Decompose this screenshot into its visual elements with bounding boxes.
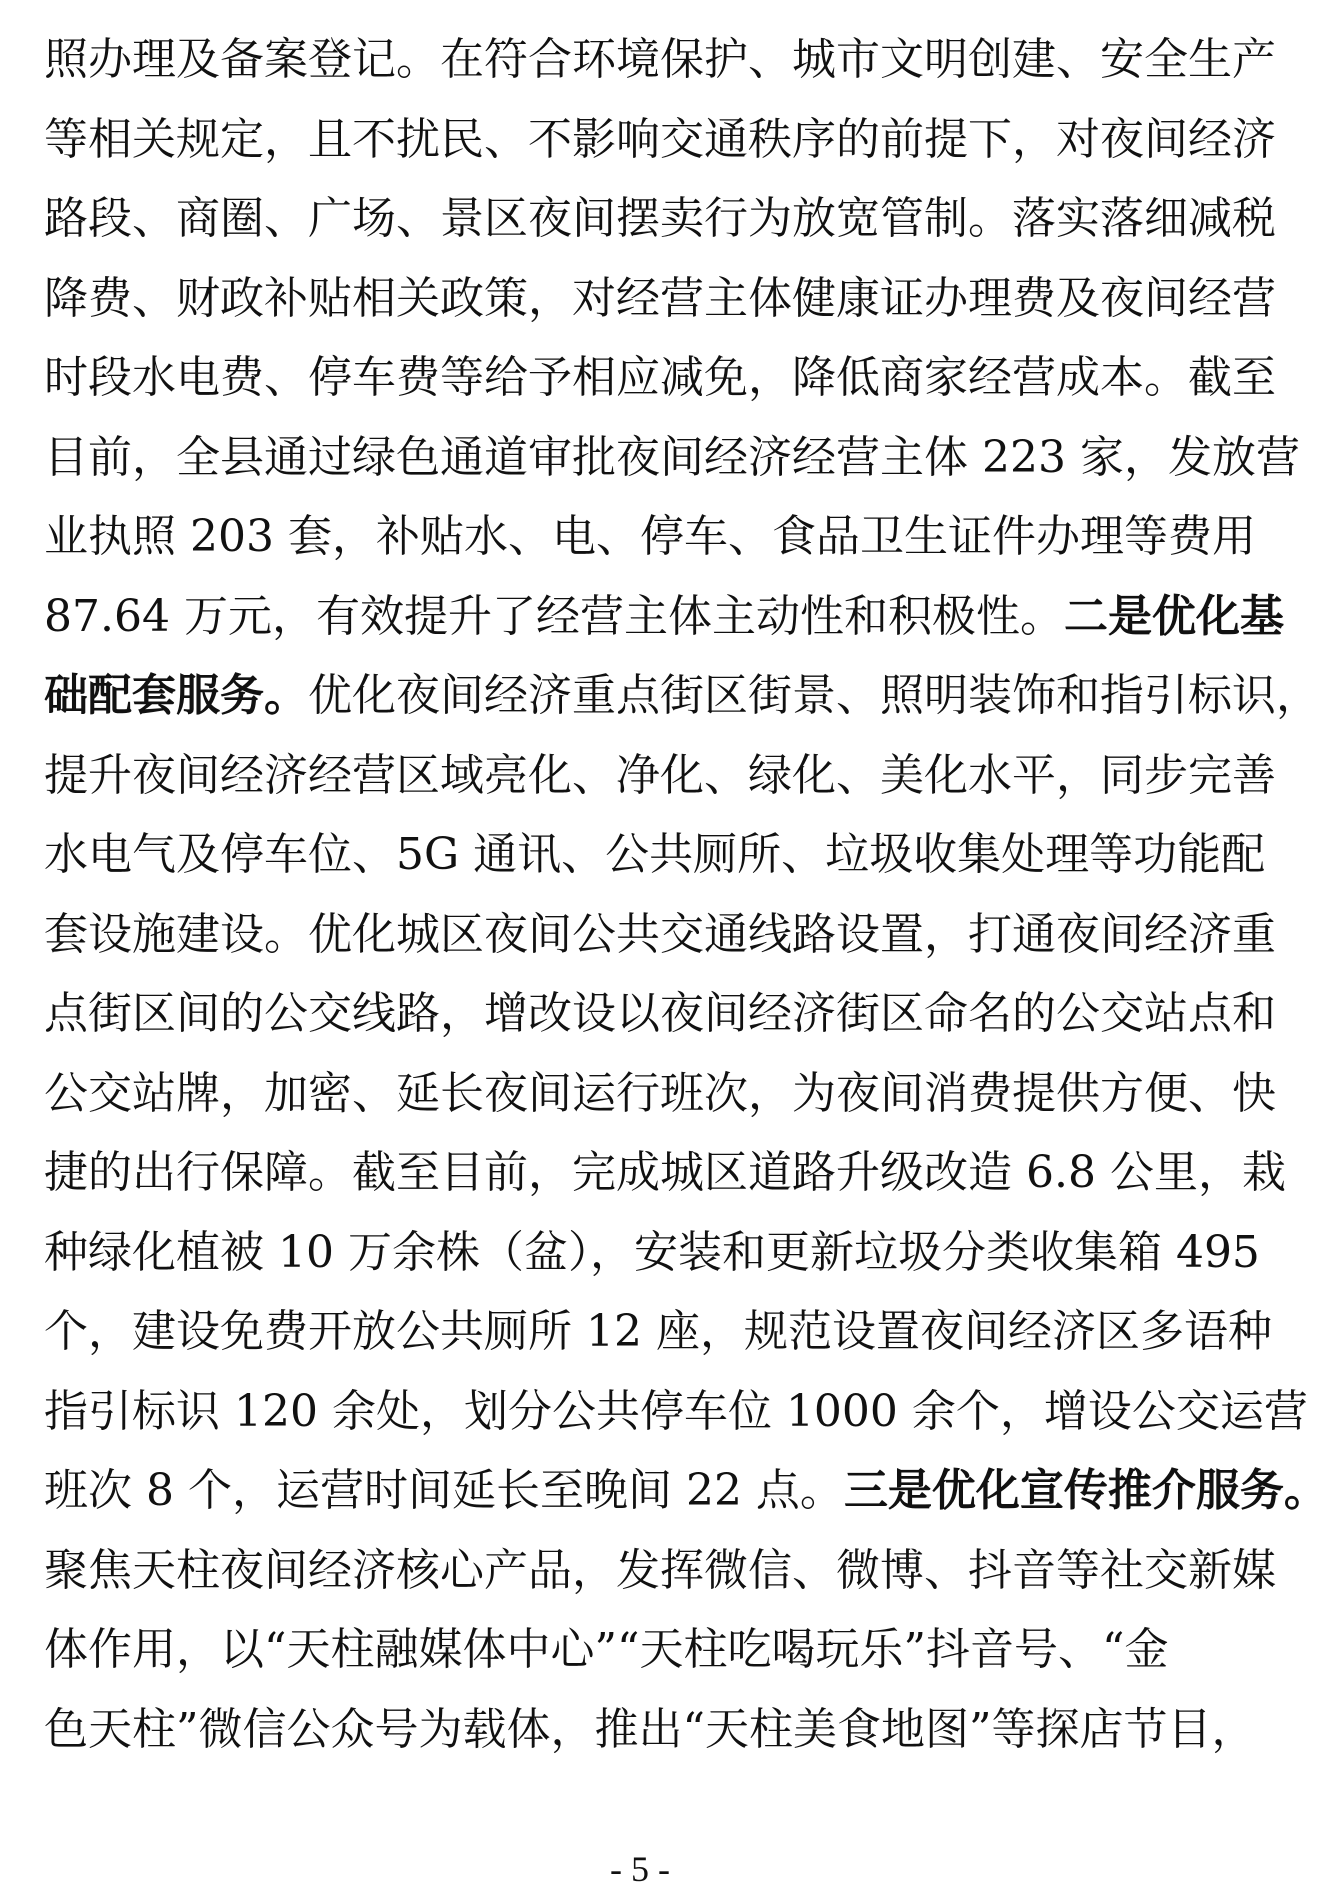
text-line: 点街区间的公交线路，增改设以夜间经济街区命名的公交站点和 [44, 988, 1276, 1039]
text-line: 业执照 203 套，补贴水、电、停车、食品卫生证件办理等费用 [44, 511, 1256, 562]
text-line: 公交站牌，加密、延长夜间运行班次，为夜间消费提供方便、快 [44, 1067, 1276, 1119]
bold-heading-run: 三是优化宣传推介服务。 [843, 1465, 1328, 1516]
text-line: 体作用，以“天柱融媒体中心”“天柱吃喝玩乐”抖音号、“金 [44, 1624, 1169, 1675]
text-line [44, 577, 1284, 657]
text-line: 捷的出行保障。截至目前，完成城区道路升级改造 6.8 公里，栽 [44, 1147, 1286, 1198]
body-text [44, 20, 1328, 1769]
text-line: 目前，全县通过绿色通道审批夜间经济经营主体 223 家，发放营 [44, 431, 1300, 483]
text-line: 路段、商圈、广场、景区夜间摆卖行为放宽管制。落实落细减税 [44, 193, 1276, 244]
text-line: 降费、财政补贴相关政策，对经营主体健康证办理费及夜间经营 [44, 272, 1276, 324]
text-line [44, 1451, 1328, 1531]
text-run: 优化夜间经济重点街区街景、照明装饰和指引标识， [308, 670, 1320, 721]
text-line: 照办理及备案登记。在符合环境保护、城市文明创建、安全生产 [44, 34, 1276, 85]
text-line: 套设施建设。优化城区夜间公共交通线路设置，打通夜间经济重 [44, 908, 1276, 960]
text-run: 87.64 万元，有效提升了经营主体主动性和积极性。 [44, 590, 1064, 642]
bold-heading-run: 础配套服务。 [44, 670, 308, 721]
text-line: 时段水电费、停车费等给予相应减免，降低商家经营成本。截至 [44, 352, 1276, 403]
bold-heading-run: 二是优化基 [1063, 590, 1284, 642]
text-run: 班次 8 个，运营时间延长至晚间 22 点。 [44, 1465, 844, 1516]
text-line: 个，建设免费开放公共厕所 12 座，规范设置夜间经济区多语种 [44, 1306, 1272, 1357]
text-line [44, 656, 1320, 736]
page-number: - 5 - [610, 1849, 670, 1889]
text-line: 种绿化植被 10 万余株（盆），安装和更新垃圾分类收集箱 495 [44, 1226, 1260, 1278]
text-line: 提升夜间经济经营区域亮化、净化、绿化、美化水平，同步完善 [44, 749, 1276, 801]
text-line: 水电气及停车位、5G 通讯、公共厕所、垃圾收集处理等功能配 [44, 829, 1266, 880]
text-line: 指引标识 120 余处，划分公共停车位 1000 余个，增设公交运营 [44, 1385, 1308, 1437]
text-line: 等相关规定，且不扰民、不影响交通秩序的前提下，对夜间经济 [44, 113, 1276, 165]
text-line: 色天柱”微信公众号为载体，推出“天柱美食地图”等探店节目， [44, 1703, 1256, 1755]
text-line: 聚焦天柱夜间经济核心产品，发挥微信、微博、抖音等社交新媒 [44, 1544, 1276, 1596]
